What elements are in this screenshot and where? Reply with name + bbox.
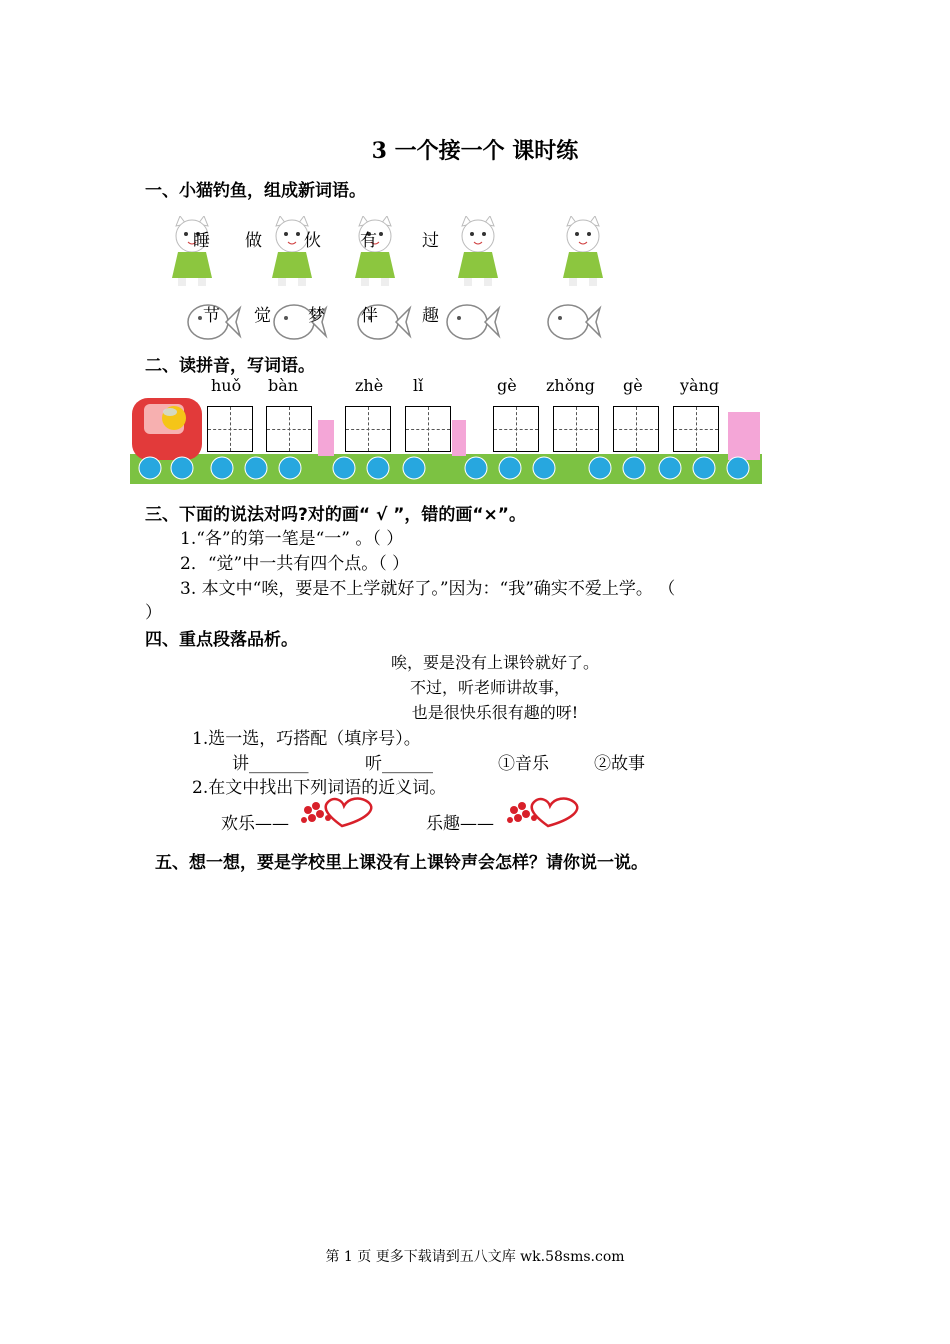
cat-word: 做: [245, 231, 262, 251]
cat-word: 过: [422, 231, 439, 251]
fish-word: 节: [203, 306, 220, 326]
poem-line-1: 唉，要是没有上课铃就好了。: [390, 653, 599, 672]
cat-icon: [448, 216, 508, 288]
option-story: ②故事: [594, 754, 645, 774]
page-title: 3 一个接一个 课时练: [371, 138, 579, 164]
blank-ting[interactable]: 听______: [365, 754, 433, 774]
section2-heading: 二、读拼音，写词语。: [145, 356, 315, 376]
pinyin-label: huǒ: [211, 376, 242, 395]
cat-word: 有: [360, 231, 377, 251]
poem-line-3: 也是很快乐很有趣的呀!: [411, 703, 579, 722]
section3-heading: 三、下面的说法对吗?对的画“ √ ”，错的画“×”。: [145, 505, 526, 525]
tianzige-box[interactable]: [345, 406, 391, 452]
section5-heading: 五、想一想，要是学校里上课没有上课铃声会怎样？请你说一说。: [155, 853, 648, 873]
pinyin-label: gè: [497, 376, 517, 395]
cat-word: 伙: [304, 231, 321, 251]
heart-icon[interactable]: [504, 796, 588, 830]
synonym-word-1: 欢乐——: [221, 814, 289, 834]
fish-icon: [546, 300, 602, 344]
pinyin-label: zhǒng: [546, 376, 595, 395]
pinyin-label: yàng: [680, 376, 720, 395]
blank-jiang[interactable]: 讲_______: [232, 754, 309, 774]
tianzige-box[interactable]: [493, 406, 539, 452]
pinyin-label: lǐ: [413, 376, 424, 395]
pinyin-label: bàn: [268, 376, 299, 395]
cat-icon: [553, 216, 613, 288]
tianzige-box[interactable]: [673, 406, 719, 452]
page-footer: 第 1 页 更多下载请到五八文库 wk.58sms.com: [325, 1249, 625, 1265]
synonym-word-2: 乐趣——: [426, 814, 494, 834]
pinyin-label: gè: [623, 376, 643, 395]
pinyin-label: zhè: [355, 376, 384, 395]
option-music: ①音乐: [498, 754, 549, 774]
statement-2: 2．“觉”中一共有四个点。（ ）: [180, 554, 410, 574]
fish-word: 觉: [254, 306, 271, 326]
fish-word: 趣: [422, 306, 439, 326]
heart-icon[interactable]: [298, 796, 382, 830]
section1-heading: 一、小猫钓鱼，组成新词语。: [145, 181, 366, 201]
cat-word: 睡: [193, 231, 210, 251]
section4-heading: 四、重点段落品析。: [145, 630, 298, 650]
statement-3-continued: ）: [145, 603, 162, 623]
tianzige-box[interactable]: [613, 406, 659, 452]
tianzige-box[interactable]: [207, 406, 253, 452]
tianzige-box[interactable]: [266, 406, 312, 452]
tianzige-box[interactable]: [553, 406, 599, 452]
statement-3: 3. 本文中“唉，要是不上学就好了。”因为：“我”确实不爱上学。 （: [180, 579, 676, 599]
fish-word: 梦: [308, 306, 325, 326]
fish-word: 伴: [361, 306, 378, 326]
statement-1: 1.“各”的第一笔是“一” 。（ ）: [180, 529, 404, 549]
question-2: 2.在文中找出下列词语的近义词。: [192, 778, 447, 798]
tianzige-box[interactable]: [405, 406, 451, 452]
fish-icon: [445, 300, 501, 344]
question-1: 1.选一选，巧搭配（填序号）。: [192, 729, 421, 749]
poem-line-2: 不过，听老师讲故事，: [409, 678, 570, 697]
cat-icon: [162, 216, 222, 288]
